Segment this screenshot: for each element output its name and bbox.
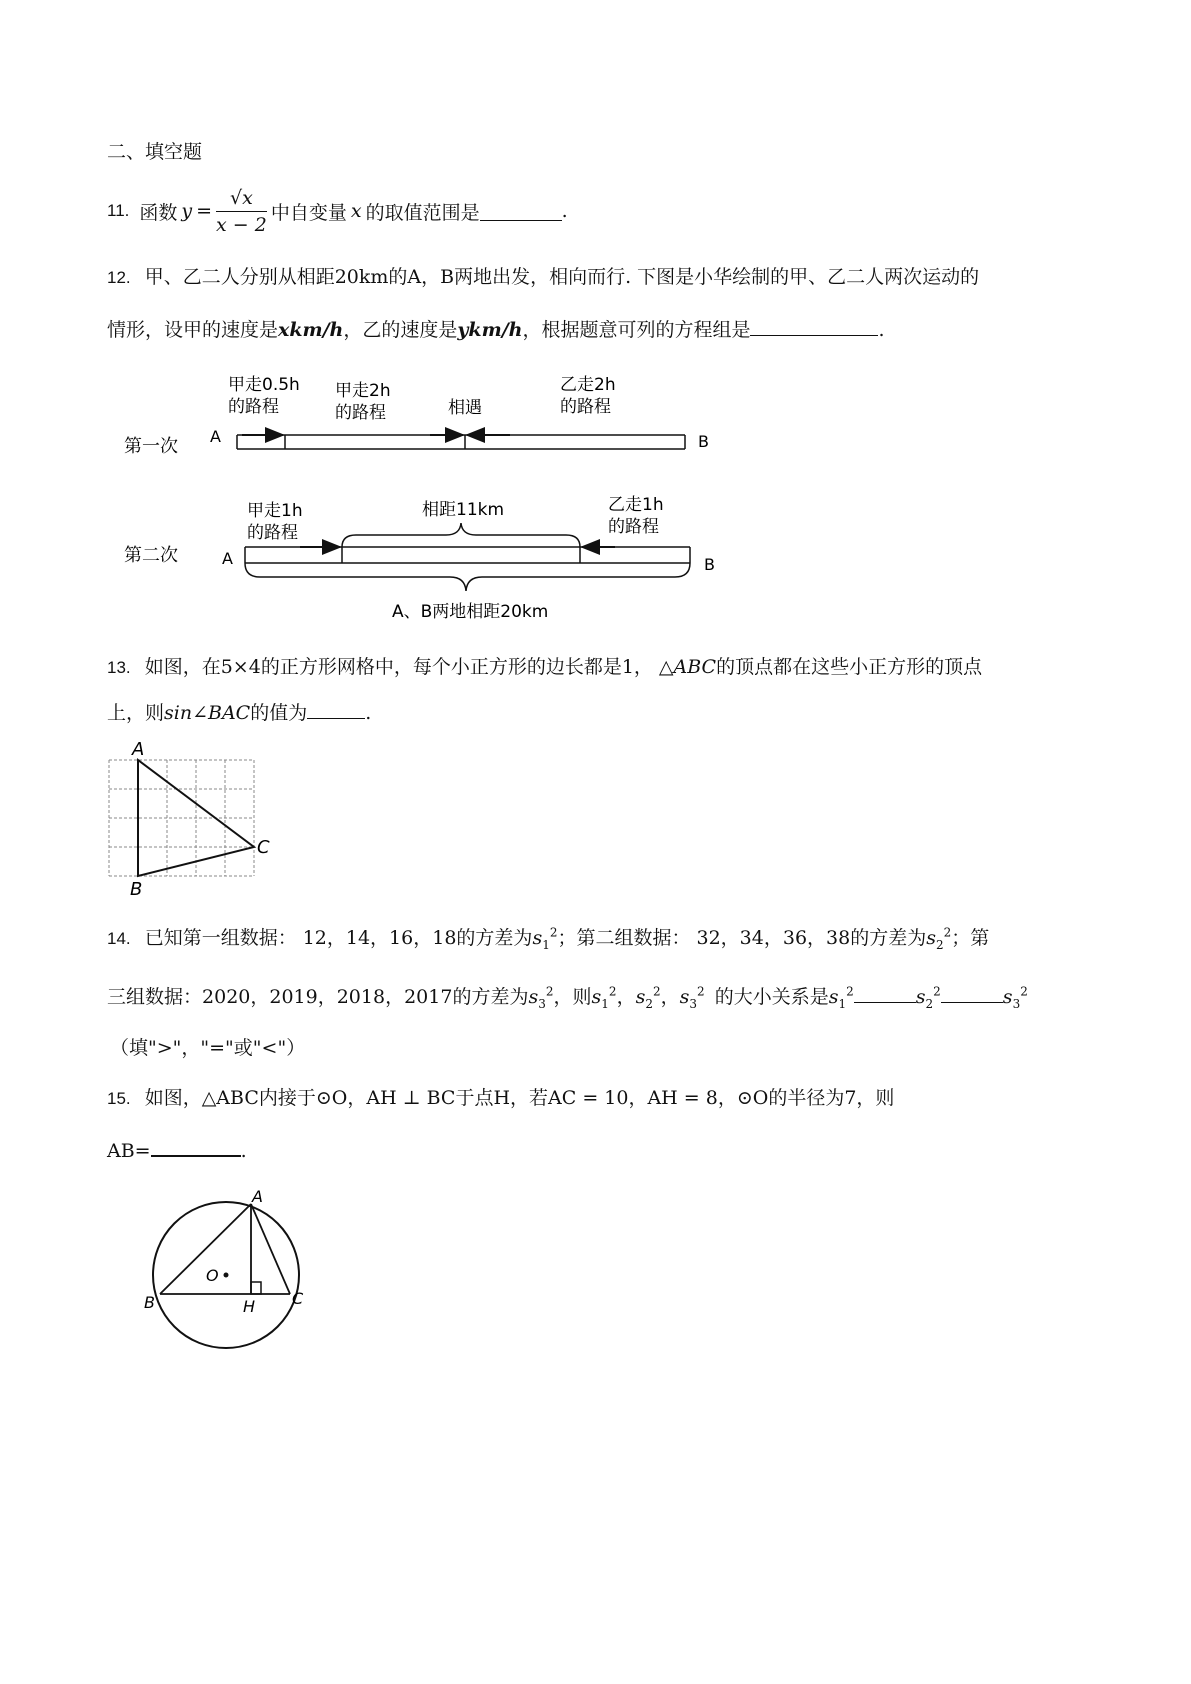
q14-c1-sub: 1 xyxy=(838,996,847,1011)
q12-line2-mid: ，乙的速度是 xyxy=(343,319,458,341)
second-e1-line1: 甲走1h xyxy=(247,501,303,521)
q14-line2-pre: 三组数据： xyxy=(107,986,203,1008)
q13-line2-pre: 上，则 xyxy=(107,702,165,724)
q14-r1: s xyxy=(591,986,602,1008)
center-o-dot xyxy=(224,1273,229,1278)
label-A: A xyxy=(252,1187,263,1206)
q11-pre: 函数 xyxy=(139,201,178,224)
q14-s3-sub: 3 xyxy=(538,996,546,1011)
second-gap: 相距11km xyxy=(422,500,505,520)
label-B: B xyxy=(130,879,143,900)
q11-eq: = xyxy=(196,200,213,222)
q13-grid-figure xyxy=(100,735,280,900)
q13-line1-post2: 的顶点都在这些小正方形的顶点 xyxy=(716,656,983,678)
q14-r2-sub: 2 xyxy=(645,996,653,1011)
question-14-line2: 三组数据：2020，2019，2018，2017的方差为$s_3^2$，则$s_1^2$，$s_2^2$，$s_3^2$ 的大小关系是$s_1^2$ $s_2^2$ $s_3^2$ xyxy=(107,984,1028,1011)
q14-s3-sup: 2 xyxy=(545,984,554,999)
q14-s2-sup: 2 xyxy=(943,925,952,940)
q11-end: . xyxy=(561,200,568,222)
second-A-label: A xyxy=(222,549,233,568)
q15-circle-figure xyxy=(140,1182,320,1352)
q14-r1-sub: 1 xyxy=(601,996,609,1011)
q14-r2: s xyxy=(635,986,646,1008)
question-13-line2 xyxy=(107,698,371,725)
q11-numerator: √x xyxy=(216,187,267,212)
label-B: B xyxy=(144,1293,155,1312)
first-B-label: B xyxy=(698,432,709,451)
q14-r1-sup: 2 xyxy=(608,984,617,999)
q11-answer-blank[interactable] xyxy=(480,202,562,221)
q12-speed2: ykm/h xyxy=(457,319,523,341)
q14-line2-mid2: 的大小关系是 xyxy=(714,986,829,1008)
q14-number: 14. xyxy=(107,929,131,948)
q12-speed1: xkm/h xyxy=(278,319,344,341)
q11-post2: 的取值范围是 xyxy=(365,201,480,224)
q11-fraction xyxy=(216,187,267,236)
q14-r3: s xyxy=(679,986,690,1008)
label-H: H xyxy=(243,1297,256,1316)
q14-c1: s xyxy=(828,986,839,1008)
q12-line1: 甲、乙二人分别从相距20km的A，B两地出发，相向而行. 下图是小华绘制的甲、乙二人两次运动的 xyxy=(144,266,980,288)
q14-line2-mid: ，则 xyxy=(553,986,592,1008)
first-A-label: A xyxy=(210,427,221,446)
q14-set2: 32，34，36，38 xyxy=(696,927,851,949)
q14-mid2: 的方差为 xyxy=(850,927,927,949)
q15-line1: 如图，△ABC内接于⊙O，AH ⊥ BC于点H，若AC = 10，AH = 8，⊙O的半径为7，则 xyxy=(144,1087,895,1109)
q14-mid3: 的方差为 xyxy=(452,986,529,1008)
question-15-line2 xyxy=(107,1137,247,1162)
second-e2-line1: 乙走1h xyxy=(608,495,664,515)
q11-post: 中自变量 xyxy=(270,201,347,224)
q15-answer-blank[interactable] xyxy=(151,1137,241,1157)
q12-line2-post: ，根据题意可列的方程组是 xyxy=(522,319,751,341)
first-meet: 相遇 xyxy=(448,398,482,418)
q14-set1: 12，14，16，18 xyxy=(302,927,457,949)
q14-line1-pre: 已知第一组数据： xyxy=(144,927,297,949)
q13-line1-post: 的正方形网格中，每个小正方形的边长都是1， xyxy=(260,656,653,678)
question-14-line1 xyxy=(107,923,989,952)
q12-motion-diagram xyxy=(110,365,730,630)
total-brace xyxy=(245,563,690,591)
q15-line2: AB= xyxy=(107,1140,151,1162)
label-C: C xyxy=(257,837,270,858)
q14-semi1: ；第二组数据： xyxy=(557,927,691,949)
q14-set3: 2020，2019，2018，2017 xyxy=(202,986,453,1008)
q11-var: x xyxy=(350,200,362,222)
question-11 xyxy=(107,182,568,240)
q13-answer-blank[interactable] xyxy=(307,700,365,719)
section-title: 二、填空题 xyxy=(107,141,203,163)
first-d3-line2: 的路程 xyxy=(560,397,611,417)
first-d2-line2: 的路程 xyxy=(335,403,386,423)
q14-answer-blank-2[interactable] xyxy=(941,984,1003,1003)
q14-r3-sub: 3 xyxy=(689,996,698,1011)
q11-denominator: x − 2 xyxy=(216,213,267,236)
q11-number: 11. xyxy=(107,201,130,220)
q14-c2-sup: 2 xyxy=(933,984,941,999)
q14-s3: s xyxy=(528,986,539,1008)
q14-c3: s xyxy=(1002,986,1013,1008)
q14-c3-sup: 2 xyxy=(1020,984,1028,999)
q13-grid: 5×4 xyxy=(220,656,261,678)
q12-line2-pre: 情形，设甲的速度是 xyxy=(107,319,279,341)
q12-answer-blank[interactable] xyxy=(750,317,878,336)
q13-expr: sin∠BAC xyxy=(164,702,251,724)
question-13-line1 xyxy=(107,652,982,679)
second-e1-line2: 的路程 xyxy=(247,523,298,543)
right-angle-mark xyxy=(251,1282,261,1294)
q14-s1-sup: 2 xyxy=(549,925,558,940)
q15-end: . xyxy=(240,1140,247,1162)
first-label: 第一次 xyxy=(124,436,178,457)
q14-s1: s xyxy=(532,927,543,949)
first-d1-line2: 的路程 xyxy=(228,397,279,417)
q14-s2: s xyxy=(926,927,936,949)
label-C: C xyxy=(292,1289,304,1308)
q14-c2-sub: 2 xyxy=(925,996,934,1011)
question-12-line1 xyxy=(107,262,979,289)
grid-lines xyxy=(109,760,254,876)
second-total: A、B两地相距20km xyxy=(392,602,549,622)
q13-line2-post: 的值为 xyxy=(250,702,308,724)
q12-number: 12. xyxy=(107,268,131,287)
q14-c1-sup: 2 xyxy=(846,984,854,999)
q14-line3: （填">"，"="或"<"） xyxy=(110,1037,306,1059)
first-d1-line1: 甲走0.5h xyxy=(228,375,300,395)
q14-semi2: ；第 xyxy=(951,927,990,949)
second-e2-line2: 的路程 xyxy=(608,517,659,537)
q13-end: . xyxy=(365,702,372,724)
q14-c3-sub: 3 xyxy=(1012,996,1021,1011)
first-d2-line1: 甲走2h xyxy=(335,381,391,401)
q13-number: 13. xyxy=(107,658,131,677)
gap-brace xyxy=(342,523,580,547)
question-12-line2 xyxy=(107,315,885,342)
q12-end: . xyxy=(878,319,885,341)
q14-s1-sub: 1 xyxy=(542,937,550,952)
label-O: O xyxy=(206,1266,219,1285)
q13-line1-pre: 如图，在 xyxy=(144,656,221,678)
label-A: A xyxy=(132,739,145,760)
q14-r2-sup: 2 xyxy=(652,984,661,999)
q14-c2: s xyxy=(915,986,926,1008)
first-d3-line1: 乙走2h xyxy=(560,375,616,395)
second-B-label: B xyxy=(704,555,715,574)
q14-mid1: 的方差为 xyxy=(456,927,533,949)
q11-y: y xyxy=(181,200,193,222)
q13-triangle: △ABC xyxy=(658,656,717,678)
q14-s2-sub: 2 xyxy=(936,937,944,952)
second-label: 第二次 xyxy=(124,545,178,566)
q14-answer-blank-1[interactable] xyxy=(854,984,916,1003)
q14-r3-sup: 2 xyxy=(697,984,705,999)
q15-number: 15. xyxy=(107,1089,131,1108)
question-15-line1 xyxy=(107,1083,894,1110)
